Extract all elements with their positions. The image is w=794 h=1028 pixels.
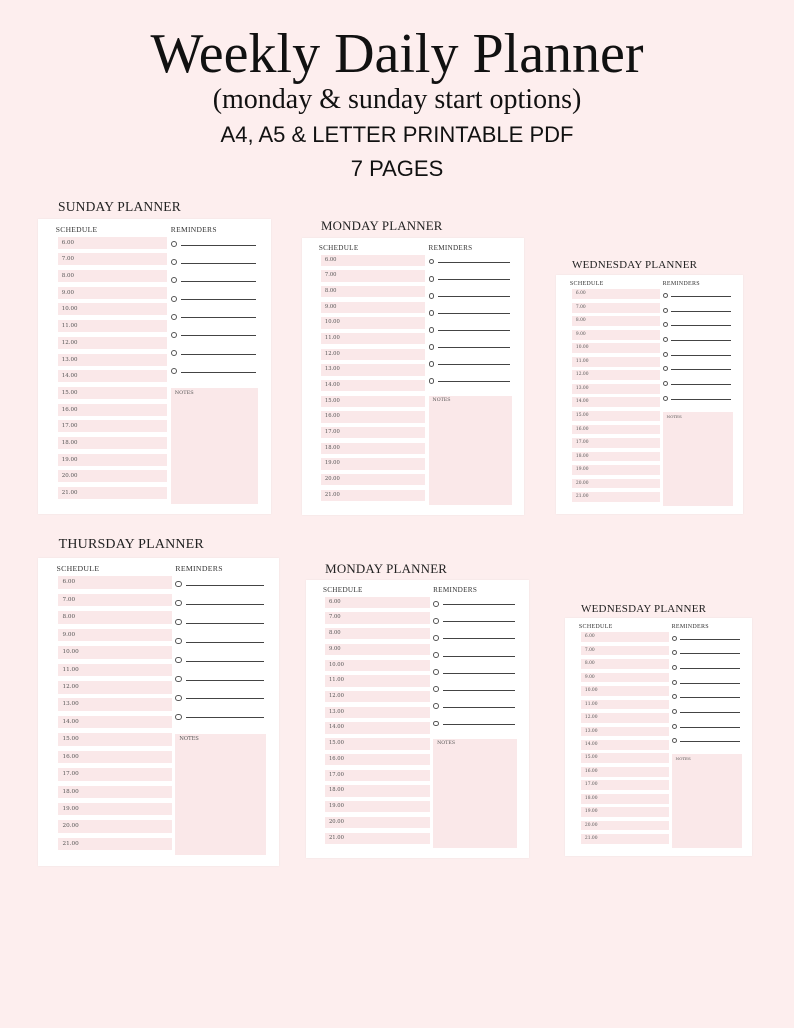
reminder-item[interactable]	[672, 738, 742, 743]
schedule-label: SCHEDULE	[55, 224, 98, 234]
schedule-slot: 14.00	[325, 722, 430, 733]
planner-sheet	[556, 275, 743, 514]
schedule-slot: 16.00	[321, 411, 425, 422]
reminder-item[interactable]	[429, 259, 512, 265]
schedule-slot: 15.00	[572, 411, 660, 421]
reminder-item[interactable]	[429, 276, 512, 282]
notes-box[interactable]	[433, 739, 517, 848]
schedule-slot: 10.00	[581, 686, 669, 696]
page-subtitle: (monday & sunday start options)	[212, 84, 582, 115]
schedule-slot: 6.00	[321, 255, 425, 266]
reminder-checkbox[interactable]	[663, 366, 668, 371]
reminder-line	[186, 680, 264, 681]
reminder-checkbox[interactable]	[672, 709, 677, 714]
reminder-line	[186, 698, 264, 699]
reminder-line	[181, 372, 256, 373]
schedule-slot: 10.00	[58, 646, 171, 659]
reminder-item[interactable]	[429, 344, 512, 350]
reminder-line	[438, 279, 510, 280]
reminder-item[interactable]	[175, 638, 265, 644]
schedule-slot: 8.00	[321, 286, 425, 297]
notes-box[interactable]	[429, 396, 512, 505]
schedule-slot: 6.00	[581, 632, 669, 642]
schedule-slot: 9.00	[581, 673, 669, 683]
reminder-checkbox[interactable]	[663, 293, 668, 298]
schedule-slot: 14.00	[321, 380, 425, 391]
planner-title: WEDNESDAY PLANNER	[581, 603, 707, 615]
reminder-line	[443, 638, 515, 639]
reminder-item[interactable]	[171, 296, 258, 302]
schedule-slot: 11.00	[321, 333, 425, 344]
schedule-slot: 14.00	[58, 716, 171, 729]
reminder-line	[680, 683, 740, 684]
planner-sheet	[565, 618, 752, 856]
reminder-checkbox[interactable]	[429, 327, 435, 333]
reminder-line	[671, 325, 731, 326]
reminder-checkbox[interactable]	[175, 676, 181, 682]
schedule-slot: 17.00	[321, 427, 425, 438]
schedule-slot: 21.00	[572, 492, 660, 502]
reminder-line	[186, 661, 264, 662]
planner-card	[556, 257, 743, 514]
schedule-slot: 18.00	[58, 786, 171, 799]
reminder-line	[181, 281, 256, 282]
schedule-slot: 21.00	[58, 838, 171, 851]
reminder-item[interactable]	[175, 657, 265, 663]
reminder-checkbox[interactable]	[429, 310, 435, 316]
reminder-checkbox[interactable]	[433, 703, 439, 709]
reminder-line	[680, 712, 740, 713]
reminder-checkbox[interactable]	[171, 296, 177, 302]
schedule-slot: 8.00	[58, 270, 168, 282]
reminder-line	[680, 697, 740, 698]
planner-card	[565, 601, 752, 856]
reminder-item[interactable]	[433, 721, 517, 727]
reminder-line	[671, 384, 731, 385]
reminder-item[interactable]	[672, 665, 742, 670]
reminder-checkbox[interactable]	[672, 680, 677, 685]
schedule-slot: 15.00	[58, 387, 168, 399]
reminder-checkbox[interactable]	[672, 738, 677, 743]
planner-sheet	[302, 238, 524, 515]
schedule-slot: 12.00	[321, 349, 425, 360]
schedule-slot: 8.00	[58, 611, 171, 624]
reminder-item[interactable]	[433, 635, 517, 641]
schedule-slot: 20.00	[58, 470, 168, 482]
schedule-slot: 11.00	[58, 320, 168, 332]
reminder-checkbox[interactable]	[663, 337, 668, 342]
schedule-slot: 6.00	[325, 597, 430, 608]
reminder-checkbox[interactable]	[663, 396, 668, 401]
reminders-label: REMINDERS	[428, 243, 473, 252]
schedule-slot: 13.00	[58, 698, 171, 711]
schedule-label: SCHEDULE	[56, 564, 100, 574]
reminder-checkbox[interactable]	[663, 352, 668, 357]
schedule-slot: 15.00	[581, 753, 669, 763]
reminder-item[interactable]	[433, 686, 517, 692]
reminder-line	[438, 364, 510, 365]
planner-sheet	[38, 219, 271, 514]
reminder-line	[181, 354, 256, 355]
schedule-slot: 21.00	[325, 833, 430, 844]
schedule-slot: 17.00	[58, 768, 171, 781]
schedule-slot: 9.00	[321, 302, 425, 313]
notes-label: NOTES	[666, 413, 682, 419]
schedule-label: SCHEDULE	[318, 243, 359, 252]
reminder-item[interactable]	[672, 709, 742, 714]
reminder-line	[671, 311, 731, 312]
reminder-checkbox[interactable]	[433, 618, 439, 624]
schedule-slot: 9.00	[325, 644, 430, 655]
schedule-slot: 12.00	[325, 691, 430, 702]
schedule-slot: 6.00	[572, 289, 660, 299]
reminder-line	[443, 656, 515, 657]
planner-title: THURSDAY PLANNER	[58, 537, 204, 552]
schedule-slot: 16.00	[325, 754, 430, 765]
schedule-slot: 19.00	[325, 801, 430, 812]
schedule-slot: 21.00	[58, 487, 168, 499]
reminder-line	[680, 741, 740, 742]
schedule-slot: 7.00	[58, 253, 168, 265]
schedule-slot: 8.00	[581, 659, 669, 669]
schedule-slot: 8.00	[325, 628, 430, 639]
reminder-line	[438, 330, 510, 331]
reminder-item[interactable]	[433, 618, 517, 624]
planner-title: WEDNESDAY PLANNER	[572, 259, 698, 271]
formats-text: A4, A5 & LETTER PRINTABLE PDF	[220, 122, 574, 147]
reminder-line	[438, 262, 510, 263]
reminder-checkbox[interactable]	[175, 695, 181, 701]
notes-label: NOTES	[179, 736, 199, 743]
reminder-item[interactable]	[171, 259, 258, 265]
reminder-line	[181, 299, 256, 300]
reminder-checkbox[interactable]	[171, 277, 177, 283]
schedule-label: SCHEDULE	[578, 623, 613, 630]
schedule-slot: 7.00	[58, 594, 171, 607]
schedule-slot: 12.00	[572, 370, 660, 380]
schedule-slot: 19.00	[58, 454, 168, 466]
reminder-line	[438, 381, 510, 382]
reminder-line	[680, 668, 740, 669]
schedule-slot: 13.00	[58, 354, 168, 366]
reminder-item[interactable]	[171, 241, 258, 247]
schedule-slot: 16.00	[58, 751, 171, 764]
schedule-slot: 11.00	[581, 700, 669, 710]
schedule-slot: 15.00	[325, 738, 430, 749]
schedule-slot: 18.00	[321, 443, 425, 454]
reminder-line	[181, 245, 256, 246]
page-title: Weekly Daily Planner	[150, 23, 644, 85]
schedule-slot: 20.00	[325, 817, 430, 828]
schedule-slot: 17.00	[581, 780, 669, 790]
schedule-slot: 11.00	[572, 357, 660, 367]
reminder-line	[671, 355, 731, 356]
reminder-line	[443, 724, 515, 725]
schedule-slot: 6.00	[58, 237, 168, 249]
schedule-slot: 20.00	[581, 821, 669, 831]
schedule-slot: 13.00	[325, 707, 430, 718]
reminder-item[interactable]	[429, 327, 512, 333]
schedule-slot: 10.00	[58, 303, 168, 315]
reminder-checkbox[interactable]	[429, 293, 435, 299]
schedule-label: SCHEDULE	[322, 585, 363, 594]
notes-label: NOTES	[432, 398, 451, 404]
schedule-slot: 12.00	[58, 681, 171, 694]
reminder-checkbox[interactable]	[433, 635, 439, 641]
notes-box[interactable]	[672, 754, 742, 848]
reminder-item[interactable]	[663, 337, 733, 342]
schedule-slot: 12.00	[58, 337, 168, 349]
planner-card	[38, 199, 271, 514]
reminder-line	[443, 690, 515, 691]
reminder-item[interactable]	[175, 619, 265, 625]
notes-box[interactable]	[663, 412, 733, 506]
reminder-item[interactable]	[175, 695, 265, 701]
schedule-slot: 11.00	[58, 664, 171, 677]
reminder-checkbox[interactable]	[672, 724, 677, 729]
reminder-item[interactable]	[433, 703, 517, 709]
reminder-line	[186, 642, 264, 643]
schedule-slot: 17.00	[325, 770, 430, 781]
reminder-checkbox[interactable]	[672, 694, 677, 699]
schedule-slot: 12.00	[581, 713, 669, 723]
schedule-slot: 13.00	[321, 364, 425, 375]
schedule-slot: 17.00	[58, 420, 168, 432]
reminder-checkbox[interactable]	[429, 259, 435, 265]
reminder-item[interactable]	[429, 361, 512, 367]
reminder-item[interactable]	[171, 350, 258, 356]
schedule-slot: 14.00	[581, 740, 669, 750]
schedule-slot: 9.00	[58, 629, 171, 642]
schedule-slot: 21.00	[581, 834, 669, 844]
schedule-slot: 15.00	[58, 733, 171, 746]
reminder-item[interactable]	[433, 601, 517, 607]
reminder-line	[671, 399, 731, 400]
reminder-checkbox[interactable]	[672, 650, 677, 655]
planner-card	[302, 218, 524, 515]
schedule-slot: 11.00	[325, 675, 430, 686]
reminder-checkbox[interactable]	[171, 241, 177, 247]
schedule-slot: 19.00	[58, 803, 171, 816]
reminder-checkbox[interactable]	[429, 276, 435, 282]
reminder-line	[186, 623, 264, 624]
reminder-checkbox[interactable]	[175, 619, 181, 625]
reminder-checkbox[interactable]	[433, 686, 439, 692]
schedule-slot: 18.00	[572, 452, 660, 462]
reminder-item[interactable]	[663, 322, 733, 327]
reminder-item[interactable]	[429, 310, 512, 316]
schedule-slot: 19.00	[572, 465, 660, 475]
planner-title: MONDAY PLANNER	[321, 219, 443, 233]
notes-label: NOTES	[174, 389, 194, 396]
schedule-slot: 7.00	[325, 612, 430, 623]
reminder-item[interactable]	[429, 293, 512, 299]
reminder-line	[443, 604, 515, 605]
reminder-checkbox[interactable]	[171, 368, 177, 374]
reminder-item[interactable]	[171, 368, 258, 374]
reminder-checkbox[interactable]	[171, 259, 177, 265]
reminder-item[interactable]	[672, 724, 742, 729]
schedule-slot: 20.00	[58, 820, 171, 833]
reminder-line	[181, 263, 256, 264]
planner-title: SUNDAY PLANNER	[58, 199, 181, 214]
schedule-slot: 21.00	[321, 490, 425, 501]
schedule-slot: 19.00	[581, 807, 669, 817]
reminder-line	[438, 313, 510, 314]
reminder-line	[443, 707, 515, 708]
reminder-line	[671, 296, 731, 297]
schedule-slot: 18.00	[58, 437, 168, 449]
reminder-checkbox[interactable]	[171, 332, 177, 338]
notes-label: NOTES	[675, 756, 691, 762]
reminder-line	[438, 347, 510, 348]
pages-text: 7 PAGES	[350, 156, 444, 181]
schedule-slot: 8.00	[572, 316, 660, 326]
reminder-checkbox[interactable]	[175, 600, 181, 606]
reminder-checkbox[interactable]	[433, 652, 439, 658]
reminder-item[interactable]	[175, 676, 265, 682]
notes-box[interactable]	[175, 734, 265, 855]
schedule-slot: 17.00	[572, 438, 660, 448]
reminder-item[interactable]	[175, 714, 265, 720]
schedule-slot: 14.00	[58, 370, 168, 382]
schedule-slot: 9.00	[572, 330, 660, 340]
schedule-slot: 20.00	[321, 474, 425, 485]
reminders-label: REMINDERS	[662, 280, 700, 287]
reminder-item[interactable]	[663, 366, 733, 371]
schedule-slot: 13.00	[572, 384, 660, 394]
reminders-label: REMINDERS	[671, 623, 709, 630]
schedule-slot: 7.00	[581, 646, 669, 656]
schedule-slot: 6.00	[58, 576, 171, 589]
reminder-line	[680, 639, 740, 640]
reminder-item[interactable]	[171, 277, 258, 283]
planner-card	[38, 537, 279, 866]
notes-label: NOTES	[437, 741, 456, 747]
schedule-slot: 19.00	[321, 458, 425, 469]
schedule-slot: 10.00	[572, 343, 660, 353]
schedule-slot: 15.00	[321, 396, 425, 407]
schedule-slot: 16.00	[572, 425, 660, 435]
reminder-line	[181, 335, 256, 336]
planner-sheet	[38, 558, 279, 866]
reminder-item[interactable]	[672, 680, 742, 685]
reminder-line	[443, 621, 515, 622]
reminders-label: REMINDERS	[175, 564, 223, 574]
schedule-slot: 13.00	[581, 727, 669, 737]
reminder-checkbox[interactable]	[175, 581, 181, 587]
reminder-line	[680, 727, 740, 728]
schedule-slot: 10.00	[321, 317, 425, 328]
reminder-line	[671, 369, 731, 370]
reminder-item[interactable]	[429, 378, 512, 384]
schedule-slot: 18.00	[325, 785, 430, 796]
reminder-item[interactable]	[663, 293, 733, 298]
reminder-item[interactable]	[175, 581, 265, 587]
reminder-line	[671, 340, 731, 341]
reminder-item[interactable]	[433, 652, 517, 658]
reminder-item[interactable]	[663, 352, 733, 357]
reminder-item[interactable]	[663, 308, 733, 313]
schedule-slot: 16.00	[581, 767, 669, 777]
reminder-checkbox[interactable]	[672, 636, 677, 641]
reminder-checkbox[interactable]	[429, 378, 435, 384]
schedule-slot: 9.00	[58, 287, 168, 299]
reminder-line	[186, 717, 264, 718]
schedule-slot: 20.00	[572, 479, 660, 489]
planner-card	[306, 561, 529, 858]
reminder-checkbox[interactable]	[175, 638, 181, 644]
reminder-item[interactable]	[171, 314, 258, 320]
reminder-checkbox[interactable]	[433, 721, 439, 727]
reminder-checkbox[interactable]	[429, 344, 435, 350]
schedule-slot: 18.00	[581, 794, 669, 804]
reminder-checkbox[interactable]	[663, 322, 668, 327]
reminder-checkbox[interactable]	[175, 657, 181, 663]
schedule-label: SCHEDULE	[569, 280, 604, 287]
reminder-checkbox[interactable]	[171, 350, 177, 356]
reminder-item[interactable]	[433, 669, 517, 675]
planner-sheet	[306, 580, 529, 858]
reminder-line	[186, 585, 264, 586]
reminder-checkbox[interactable]	[175, 714, 181, 720]
reminders-label: REMINDERS	[433, 585, 478, 594]
schedule-slot: 14.00	[572, 397, 660, 407]
reminder-item[interactable]	[672, 694, 742, 699]
planner-title: MONDAY PLANNER	[325, 561, 448, 576]
schedule-slot: 7.00	[321, 270, 425, 281]
reminder-item[interactable]	[171, 332, 258, 338]
reminder-checkbox[interactable]	[663, 381, 668, 386]
reminder-item[interactable]	[672, 650, 742, 655]
reminder-checkbox[interactable]	[663, 308, 668, 313]
reminder-line	[680, 653, 740, 654]
reminder-checkbox[interactable]	[672, 665, 677, 670]
reminder-item[interactable]	[663, 381, 733, 386]
reminder-checkbox[interactable]	[433, 601, 439, 607]
reminder-checkbox[interactable]	[171, 314, 177, 320]
schedule-slot: 7.00	[572, 303, 660, 313]
reminders-label: REMINDERS	[170, 224, 217, 234]
reminder-line	[438, 296, 510, 297]
reminder-item[interactable]	[175, 600, 265, 606]
schedule-slot: 16.00	[58, 404, 168, 416]
reminder-line	[181, 317, 256, 318]
reminder-line	[186, 604, 264, 605]
reminder-line	[443, 673, 515, 674]
reminder-checkbox[interactable]	[433, 669, 439, 675]
reminder-checkbox[interactable]	[429, 361, 435, 367]
notes-box[interactable]	[171, 388, 258, 504]
schedule-slot: 10.00	[325, 660, 430, 671]
reminder-item[interactable]	[663, 396, 733, 401]
reminder-item[interactable]	[672, 636, 742, 641]
